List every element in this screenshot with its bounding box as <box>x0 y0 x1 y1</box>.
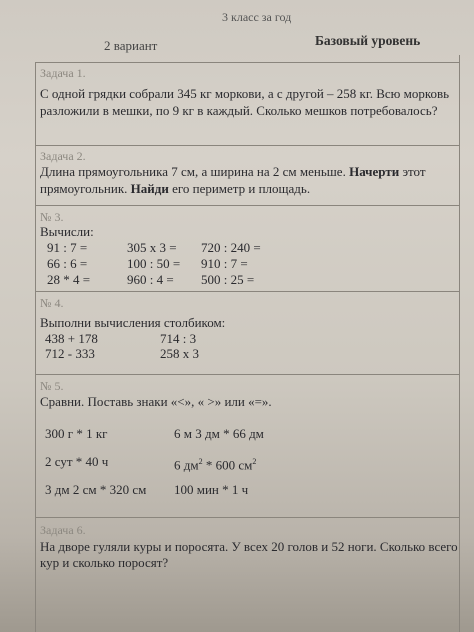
left-border <box>35 62 36 632</box>
divider-4 <box>35 374 459 375</box>
task5-expr: 2 сут * 40 ч <box>45 454 109 469</box>
task4-expr: 712 - 333 <box>45 346 95 361</box>
task3-expr: 66 : 6 = <box>47 256 88 271</box>
task3-expr: 720 : 240 = <box>201 240 261 255</box>
task5-expr: 300 г * 1 кг <box>45 426 108 441</box>
divider-2 <box>35 205 459 206</box>
task2-label: Задача 2. <box>40 149 86 163</box>
task2-line1: Длина прямоугольника 7 см, а ширина на 2 см меньше. Начерти этот <box>40 164 426 179</box>
task4-expr: 714 : 3 <box>160 331 197 346</box>
task1-label: Задача 1. <box>40 66 86 80</box>
divider-5 <box>35 517 459 518</box>
divider-3 <box>35 291 459 292</box>
task5-expr: 3 дм 2 см * 320 см <box>45 482 147 497</box>
task3-label: № 3. <box>40 210 64 224</box>
divider-top <box>35 62 459 63</box>
header-level: Базовый уровень <box>315 33 421 48</box>
task4-instruction: Выполни вычисления столбиком: <box>40 315 226 330</box>
header-top: 3 класс за год <box>222 10 292 24</box>
task3-expr: 100 : 50 = <box>127 256 181 271</box>
task5-label: № 5. <box>40 379 64 393</box>
task2-bold-find: Найди <box>130 181 169 196</box>
task5-expr: 6 $дм^2 * 600$ $см^2$ <box>174 457 257 473</box>
task3-expr: 500 : 25 = <box>201 272 255 287</box>
task1-line1: С одной грядки собрали 345 кг моркови, а с другой – 258 кг. Всю морковь <box>40 86 450 101</box>
task5-expr: 6 м 3 дм * 66 дм <box>174 426 264 441</box>
task3-expr: 910 : 7 = <box>201 256 248 271</box>
task3-instruction: Вычисли: <box>40 224 94 239</box>
task4-expr: 258 х 3 <box>160 346 199 361</box>
header-variant: 2 вариант <box>104 38 158 53</box>
task6-line2: кур и сколько поросят? <box>40 555 169 570</box>
task5-expr: 100 мин * 1 ч <box>174 482 249 497</box>
task6-line1: На дворе гуляли куры и поросята. У всех 20 голов и 52 ноги. Сколько всего <box>40 539 458 554</box>
right-border <box>459 55 460 632</box>
task4-label: № 4. <box>40 296 64 310</box>
task6-label: Задача 6. <box>40 523 86 537</box>
task4-expr: 438 + 178 <box>45 331 98 346</box>
divider-1 <box>35 145 459 146</box>
task2-bold-draw: Начерти <box>349 164 400 179</box>
task1-line2: разложили в мешки, по 9 кг в каждый. Сколько мешков потребовалось? <box>40 103 438 118</box>
task3-expr: 91 : 7 = <box>47 240 88 255</box>
task3-expr: 960 : 4 = <box>127 272 174 287</box>
task3-expr: 305 х 3 = <box>127 240 177 255</box>
task3-expr: 28 * 4 = <box>47 272 91 287</box>
task2-line2: прямоугольник. Найди его периметр и площадь. <box>40 181 311 196</box>
task5-instruction: Сравни. Поставь знаки «<», « >» или «=». <box>40 394 272 409</box>
